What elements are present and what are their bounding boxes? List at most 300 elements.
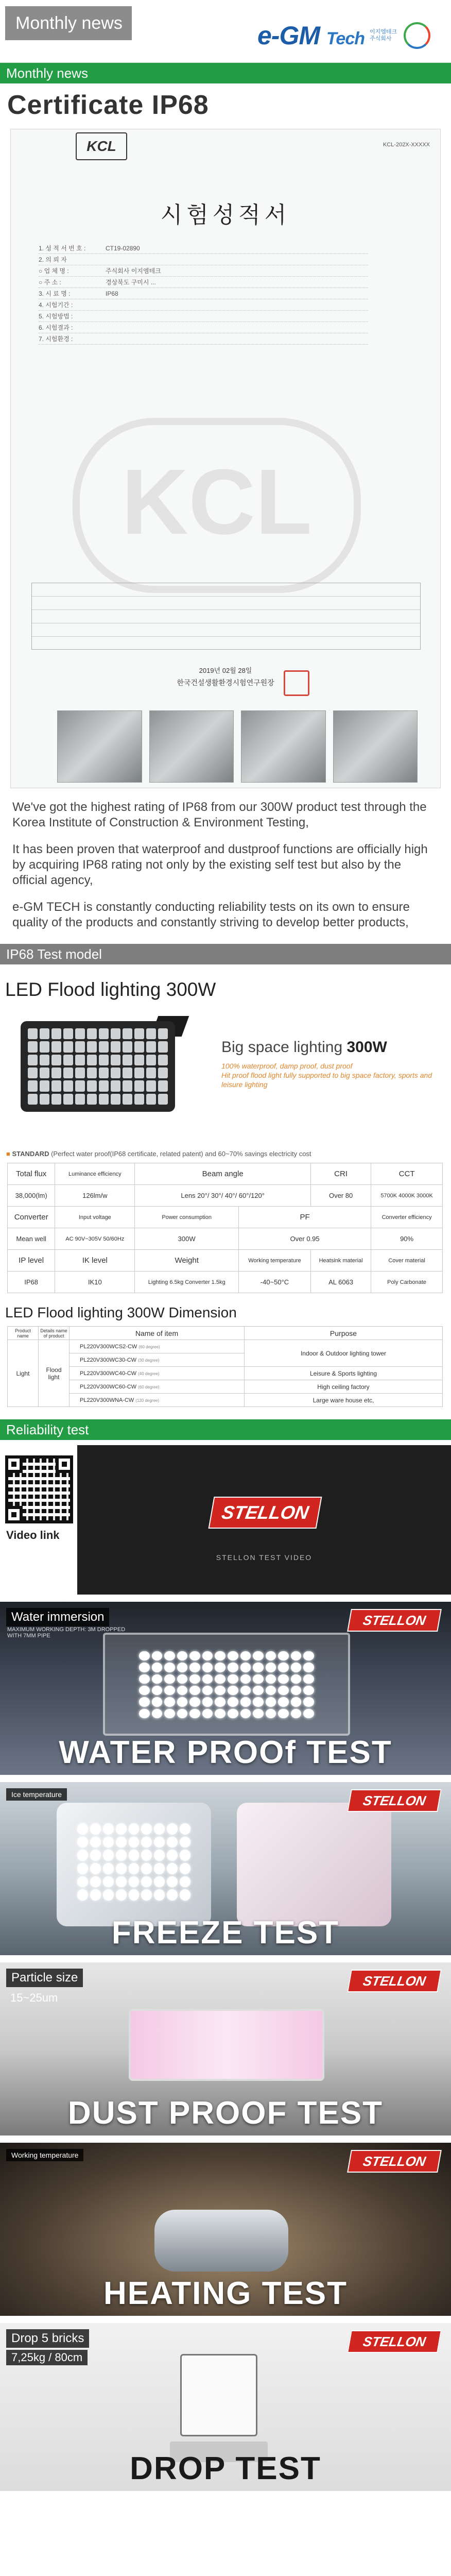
brand-logo[interactable] (257, 21, 430, 50)
led-dot (253, 1674, 264, 1684)
brand-swirl-icon (404, 22, 430, 49)
led-dot (278, 1697, 289, 1706)
led-dot (152, 1709, 163, 1718)
led-dot (164, 1709, 175, 1718)
led-dot (28, 1080, 38, 1091)
page-header (0, 0, 451, 63)
led-dot (158, 1080, 168, 1091)
led-dot (99, 1055, 109, 1065)
led-dot (180, 1876, 190, 1888)
test-label: Ice temperature (6, 1788, 67, 1801)
led-dot (87, 1080, 97, 1091)
led-dot (180, 1889, 190, 1901)
led-dot (240, 1686, 251, 1695)
led-dot (278, 1663, 289, 1672)
led-array (139, 1651, 314, 1718)
intro-paragraph: e-GM TECH is constantly conducting reliability tests on its own to ensure quality of the products and constantly striving to develop better products, (12, 900, 410, 929)
table-row: 38,000(lm) 126lm/w Lens 20°/ 30°/ 40°/ 60°/120° Over 80 5700K 4000K 3000K (8, 1185, 443, 1207)
led-dot (215, 1651, 226, 1660)
product-showcase (0, 1001, 451, 1150)
led-dot (152, 1674, 163, 1684)
led-dot (240, 1709, 251, 1718)
led-dot (202, 1686, 213, 1695)
dimension-title: LED Flood lighting 300W Dimension (5, 1304, 237, 1320)
led-dot (180, 1823, 190, 1835)
stellon-logo: STELLON (347, 1789, 442, 1812)
led-dot (103, 1850, 114, 1861)
led-dot (164, 1686, 175, 1695)
led-dot (164, 1697, 175, 1706)
video-caption: STELLON TEST VIDEO (216, 1553, 313, 1562)
heating-test-panel (0, 2143, 451, 2316)
led-dot (116, 1837, 127, 1848)
led-dot (141, 1837, 152, 1848)
led-dot (253, 1651, 264, 1660)
led-dot (28, 1041, 38, 1052)
led-dot (99, 1028, 109, 1039)
led-dot (40, 1094, 49, 1105)
intro-paragraph: It has been proven that waterproof and dustproof functions are officially high by acquiring IP68 rating not only by the existing self test but also by the official agency, (12, 842, 428, 887)
led-dot (154, 1823, 165, 1835)
table-row: IP68 IK10 Lighting 6.5kg Converter 1.5kg -40~50°C AL 6063 Poly Carbonate (8, 1272, 443, 1293)
led-dot (123, 1041, 132, 1052)
led-dot (177, 1686, 188, 1695)
table-row: Light Flood light PL220V300WCS2-CW (60 degree) Indoor & Outdoor lighting tower (8, 1340, 443, 1353)
led-dot (75, 1028, 85, 1039)
video-link[interactable]: Video link (6, 1529, 60, 1541)
led-dot (303, 1651, 314, 1660)
stellon-logo: STELLON (347, 2330, 442, 2353)
led-dot (51, 1041, 61, 1052)
led-dot (141, 1823, 152, 1835)
test-label: Working temperature (6, 2149, 83, 2161)
led-dot (154, 1850, 165, 1861)
led-dot (177, 1709, 188, 1718)
certificate-row: 4. 시험기간 : (39, 299, 368, 311)
led-dot (240, 1651, 251, 1660)
certificate-row: 1. 성 적 서 번 호 : CT19-02890 (39, 243, 368, 254)
led-dot (291, 1686, 302, 1695)
led-dot (87, 1028, 97, 1039)
led-dot (177, 1697, 188, 1706)
led-dot (202, 1697, 213, 1706)
led-dot (158, 1067, 168, 1078)
test-title: WATER PROOf TEST (59, 1735, 392, 1770)
led-dot (215, 1674, 226, 1684)
led-dot (180, 1863, 190, 1874)
led-dot (189, 1686, 200, 1695)
table-row: PL220V300WC40-CW (40 degree) Leisure & Sports lighting (8, 1367, 443, 1380)
led-dot (303, 1674, 314, 1684)
led-dot (99, 1041, 109, 1052)
drop-test-panel (0, 2323, 451, 2491)
led-dot (303, 1697, 314, 1706)
led-dot (139, 1709, 150, 1718)
led-dot (253, 1709, 264, 1718)
led-dot (180, 1850, 190, 1861)
led-dot (189, 1709, 200, 1718)
led-dot (134, 1041, 144, 1052)
table-row: Converter Input voltage Power consumption PF Converter efficiency (8, 1207, 443, 1228)
led-dot (152, 1663, 163, 1672)
led-dot (51, 1094, 61, 1105)
led-dot (228, 1697, 238, 1706)
spec-table (7, 1163, 443, 1293)
led-dot (266, 1663, 276, 1672)
led-dot (167, 1823, 178, 1835)
led-array (77, 1823, 190, 1901)
led-dot (129, 1876, 140, 1888)
led-dot (141, 1876, 152, 1888)
feature-text: 100% waterproof, damp proof, dust proof Hit proof flood light fully supported to big space factory, sports and leisure lighting (221, 1062, 432, 1089)
led-dot (167, 1876, 178, 1888)
water-proof-test-panel (0, 1602, 451, 1775)
certificate-title: Certificate IP68 (7, 90, 209, 120)
led-dot (253, 1663, 264, 1672)
led-dot (87, 1067, 97, 1078)
brand-wordmark: e-GM Tech (257, 21, 365, 50)
led-dot (77, 1837, 88, 1848)
led-dot (152, 1697, 163, 1706)
led-dot (154, 1863, 165, 1874)
led-dot (51, 1055, 61, 1065)
led-dot (139, 1674, 150, 1684)
led-dot (40, 1067, 49, 1078)
led-dot (146, 1080, 156, 1091)
test-photo (333, 710, 418, 783)
led-dot (103, 1823, 114, 1835)
test-title: DUST PROOF TEST (67, 2095, 384, 2131)
led-dot (146, 1028, 156, 1039)
led-dot (253, 1697, 264, 1706)
certificate-heading: 시험성적서 (160, 202, 291, 228)
led-dot (116, 1889, 127, 1901)
led-dot (291, 1651, 302, 1660)
ice-block (237, 1803, 391, 1926)
led-dot (134, 1067, 144, 1078)
led-dot (99, 1094, 109, 1105)
certificate-table (31, 583, 421, 650)
led-dot (158, 1094, 168, 1105)
led-dot (90, 1823, 101, 1835)
led-dot (154, 1889, 165, 1901)
led-dot (123, 1055, 132, 1065)
led-dot (87, 1041, 97, 1052)
led-dot (291, 1663, 302, 1672)
led-dot (111, 1067, 120, 1078)
led-dot (75, 1067, 85, 1078)
led-dot (180, 1837, 190, 1848)
led-dot (28, 1055, 38, 1065)
led-dot (215, 1697, 226, 1706)
led-dot (123, 1028, 132, 1039)
led-dot (116, 1863, 127, 1874)
test-photo (57, 710, 142, 783)
led-dot (75, 1094, 85, 1105)
led-dot (266, 1697, 276, 1706)
freeze-test-panel (0, 1782, 451, 1955)
led-dot (189, 1674, 200, 1684)
led-dot (167, 1889, 178, 1901)
led-dot (146, 1067, 156, 1078)
table-row: IP level IK level Weight Working temperature Heatsink material Cover material (8, 1250, 443, 1272)
table-row: PL220V300WNA-CW (120 degree) Large ware house etc, (8, 1394, 443, 1407)
table-row: PL220V300WC30-CW (30 degree) (8, 1353, 443, 1367)
led-dot (228, 1651, 238, 1660)
certificate-date: 2019년 02월 28일 (199, 667, 252, 674)
led-dot (291, 1709, 302, 1718)
led-dot (63, 1028, 73, 1039)
led-dot (278, 1709, 289, 1718)
led-dot (164, 1663, 175, 1672)
certificate-row: 2. 의 뢰 자 (39, 254, 368, 265)
table-row: Mean well AC 90V~305V 50/60Hz 300W Over 0.95 90% (8, 1228, 443, 1250)
led-dot (40, 1028, 49, 1039)
led-dot (129, 1863, 140, 1874)
table-row: Total flux Luminance efficiency Beam angle CRI CCT (8, 1163, 443, 1185)
led-dot (154, 1837, 165, 1848)
led-dot (215, 1709, 226, 1718)
led-dot (278, 1651, 289, 1660)
led-dot (134, 1055, 144, 1065)
led-dot (40, 1055, 49, 1065)
certificate-number: KCL-202X-XXXXX (383, 142, 430, 148)
test-title: HEATING TEST (103, 2276, 348, 2311)
led-dot (51, 1080, 61, 1091)
led-dot (77, 1863, 88, 1874)
led-dot (129, 1837, 140, 1848)
led-dot (90, 1837, 101, 1848)
certificate-row: 3. 시 료 명 : IP68 (39, 288, 368, 299)
led-dot (103, 1876, 114, 1888)
water-splash (154, 2210, 288, 2272)
monthly-news-pill: Monthly news (5, 6, 132, 40)
led-dot (215, 1663, 226, 1672)
led-dot (123, 1067, 132, 1078)
led-dot (111, 1080, 120, 1091)
led-dot (141, 1850, 152, 1861)
led-dot (75, 1080, 85, 1091)
stellon-video-thumbnail[interactable] (77, 1445, 451, 1595)
led-dot (202, 1674, 213, 1684)
led-dot (111, 1094, 120, 1105)
test-title: DROP TEST (130, 2451, 321, 2486)
led-dot (139, 1686, 150, 1695)
led-dot (158, 1028, 168, 1039)
test-sublabel: 15~25um (10, 1991, 58, 2004)
led-dot (177, 1674, 188, 1684)
stellon-logo: STELLON (347, 1609, 442, 1632)
led-dot (63, 1041, 73, 1052)
table-row: Product name Details name of product Name of item Purpose (8, 1327, 443, 1340)
test-title: FREEZE TEST (111, 1915, 340, 1951)
led-dot (63, 1094, 73, 1105)
led-dot (189, 1697, 200, 1706)
led-dot (134, 1028, 144, 1039)
test-label: Particle size (6, 1969, 83, 1987)
stellon-logo: STELLON (209, 1497, 322, 1529)
led-dot (154, 1876, 165, 1888)
led-dot (240, 1663, 251, 1672)
certificate-row: 5. 시험방법 : (39, 311, 368, 322)
led-dot (129, 1850, 140, 1861)
dimension-table (7, 1326, 443, 1407)
certificate-row: ○ 업 체 명 : 주식회사 이지엠테크 (39, 265, 368, 277)
certificate-row: 7. 시험환경 : (39, 333, 368, 345)
led-dot (111, 1028, 120, 1039)
led-dot (146, 1041, 156, 1052)
led-dot (228, 1674, 238, 1684)
led-dot (240, 1697, 251, 1706)
led-dot (90, 1850, 101, 1861)
test-label: Drop 5 bricks (6, 2329, 89, 2348)
led-dot (103, 1889, 114, 1901)
led-dot (116, 1876, 127, 1888)
led-dot (90, 1863, 101, 1874)
led-dot (228, 1709, 238, 1718)
certificate-row: 6. 시험결과 : (39, 322, 368, 333)
led-dot (152, 1651, 163, 1660)
led-dot (177, 1651, 188, 1660)
led-dot (141, 1863, 152, 1874)
led-dot (123, 1094, 132, 1105)
stellon-logo: STELLON (347, 2150, 442, 2173)
dust-proof-test-panel (0, 1962, 451, 2136)
led-dot (28, 1067, 38, 1078)
led-dot (278, 1686, 289, 1695)
led-dot (146, 1094, 156, 1105)
led-dot (158, 1055, 168, 1065)
led-dot (103, 1863, 114, 1874)
led-dot (51, 1028, 61, 1039)
led-dot (75, 1041, 85, 1052)
test-sublabel: 7,25kg / 80cm (6, 2350, 88, 2365)
led-dot (139, 1663, 150, 1672)
led-dot (291, 1674, 302, 1684)
led-dot (77, 1889, 88, 1901)
led-dot (164, 1651, 175, 1660)
led-dot (87, 1094, 97, 1105)
led-dot (266, 1651, 276, 1660)
led-dot (77, 1876, 88, 1888)
led-dot (303, 1663, 314, 1672)
led-dot (228, 1686, 238, 1695)
led-dot (103, 1837, 114, 1848)
led-dot (189, 1663, 200, 1672)
led-dot (215, 1686, 226, 1695)
led-dot (228, 1663, 238, 1672)
intro-text (0, 800, 451, 930)
led-dot (28, 1028, 38, 1039)
led-dot (51, 1067, 61, 1078)
test-label: Water immersion (6, 1608, 109, 1626)
product-title: LED Flood lighting 300W (5, 979, 216, 1000)
qr-code-icon[interactable] (5, 1455, 73, 1523)
standard-line: ■ STANDARD (Perfect water proof(IP68 certificate, related patent) and 60~70% savings electricity cost (6, 1150, 311, 1158)
kcl-logo: KCL (76, 132, 127, 160)
led-dot (202, 1663, 213, 1672)
led-dot (158, 1041, 168, 1052)
drop-frame (180, 2354, 257, 2436)
table-row: PL220V300WC60-CW (60 degree) High ceiling factory (8, 1380, 443, 1394)
led-dot (253, 1686, 264, 1695)
led-dot (40, 1041, 49, 1052)
led-dot (291, 1697, 302, 1706)
led-dot (202, 1651, 213, 1660)
stellon-logo: STELLON (347, 1970, 442, 1992)
test-sublabel: MAXIMUM WORKING DEPTH: 3M DROPPED WITH 7MM PIPE (7, 1626, 126, 1639)
led-dot (40, 1080, 49, 1091)
led-dot (177, 1663, 188, 1672)
dust-chamber-light (129, 2009, 324, 2081)
led-dot (63, 1080, 73, 1091)
official-seal-icon (284, 670, 309, 696)
led-dot (141, 1889, 152, 1901)
certificate-issuer: 한국건설생활환경시험연구원장 (177, 679, 274, 687)
section-bar-monthly-news: Monthly news (0, 63, 451, 83)
certificate-document (10, 129, 441, 788)
certificate-fields (39, 243, 368, 345)
certificate-row: ○ 주 소 : 경상북도 구미시 ... (39, 277, 368, 288)
led-dot (266, 1709, 276, 1718)
led-dot (129, 1823, 140, 1835)
led-dot (99, 1067, 109, 1078)
test-photo (241, 710, 326, 783)
video-area (0, 1445, 451, 1595)
led-dot (111, 1041, 120, 1052)
led-dot (146, 1055, 156, 1065)
section-bar-test-model: IP68 Test model (0, 944, 451, 964)
led-dot (303, 1686, 314, 1695)
led-dot (189, 1651, 200, 1660)
led-dot (90, 1876, 101, 1888)
led-dot (129, 1889, 140, 1901)
led-dot (123, 1080, 132, 1091)
led-dot (167, 1850, 178, 1861)
led-dot (63, 1067, 73, 1078)
led-dot (63, 1055, 73, 1065)
led-dot (77, 1823, 88, 1835)
brand-subtitle: 이지엠테크 주식회사 (370, 29, 397, 42)
led-dot (303, 1709, 314, 1718)
led-dot (152, 1686, 163, 1695)
led-dot (134, 1080, 144, 1091)
big-space-heading: Big space lighting 300W (221, 1039, 387, 1056)
led-dot (111, 1055, 120, 1065)
led-dot (75, 1055, 85, 1065)
led-dot (167, 1837, 178, 1848)
test-photo (149, 710, 234, 783)
led-dot (164, 1674, 175, 1684)
led-dot (167, 1863, 178, 1874)
flood-light-image (21, 1021, 175, 1112)
led-dot (28, 1094, 38, 1105)
intro-paragraph: We've got the highest rating of IP68 from our 300W product test through the Korea Institute of Construction & Environment Testing, (12, 800, 427, 829)
led-dot (202, 1709, 213, 1718)
kcl-watermark: KCL (73, 418, 361, 593)
led-dot (266, 1674, 276, 1684)
led-dot (90, 1889, 101, 1901)
section-bar-reliability: Reliability test (0, 1419, 451, 1440)
certificate-photos (57, 710, 418, 783)
led-dot (134, 1094, 144, 1105)
led-dot (266, 1686, 276, 1695)
led-dot (87, 1055, 97, 1065)
led-dot (278, 1674, 289, 1684)
led-dot (139, 1697, 150, 1706)
led-dot (116, 1823, 127, 1835)
led-dot (139, 1651, 150, 1660)
